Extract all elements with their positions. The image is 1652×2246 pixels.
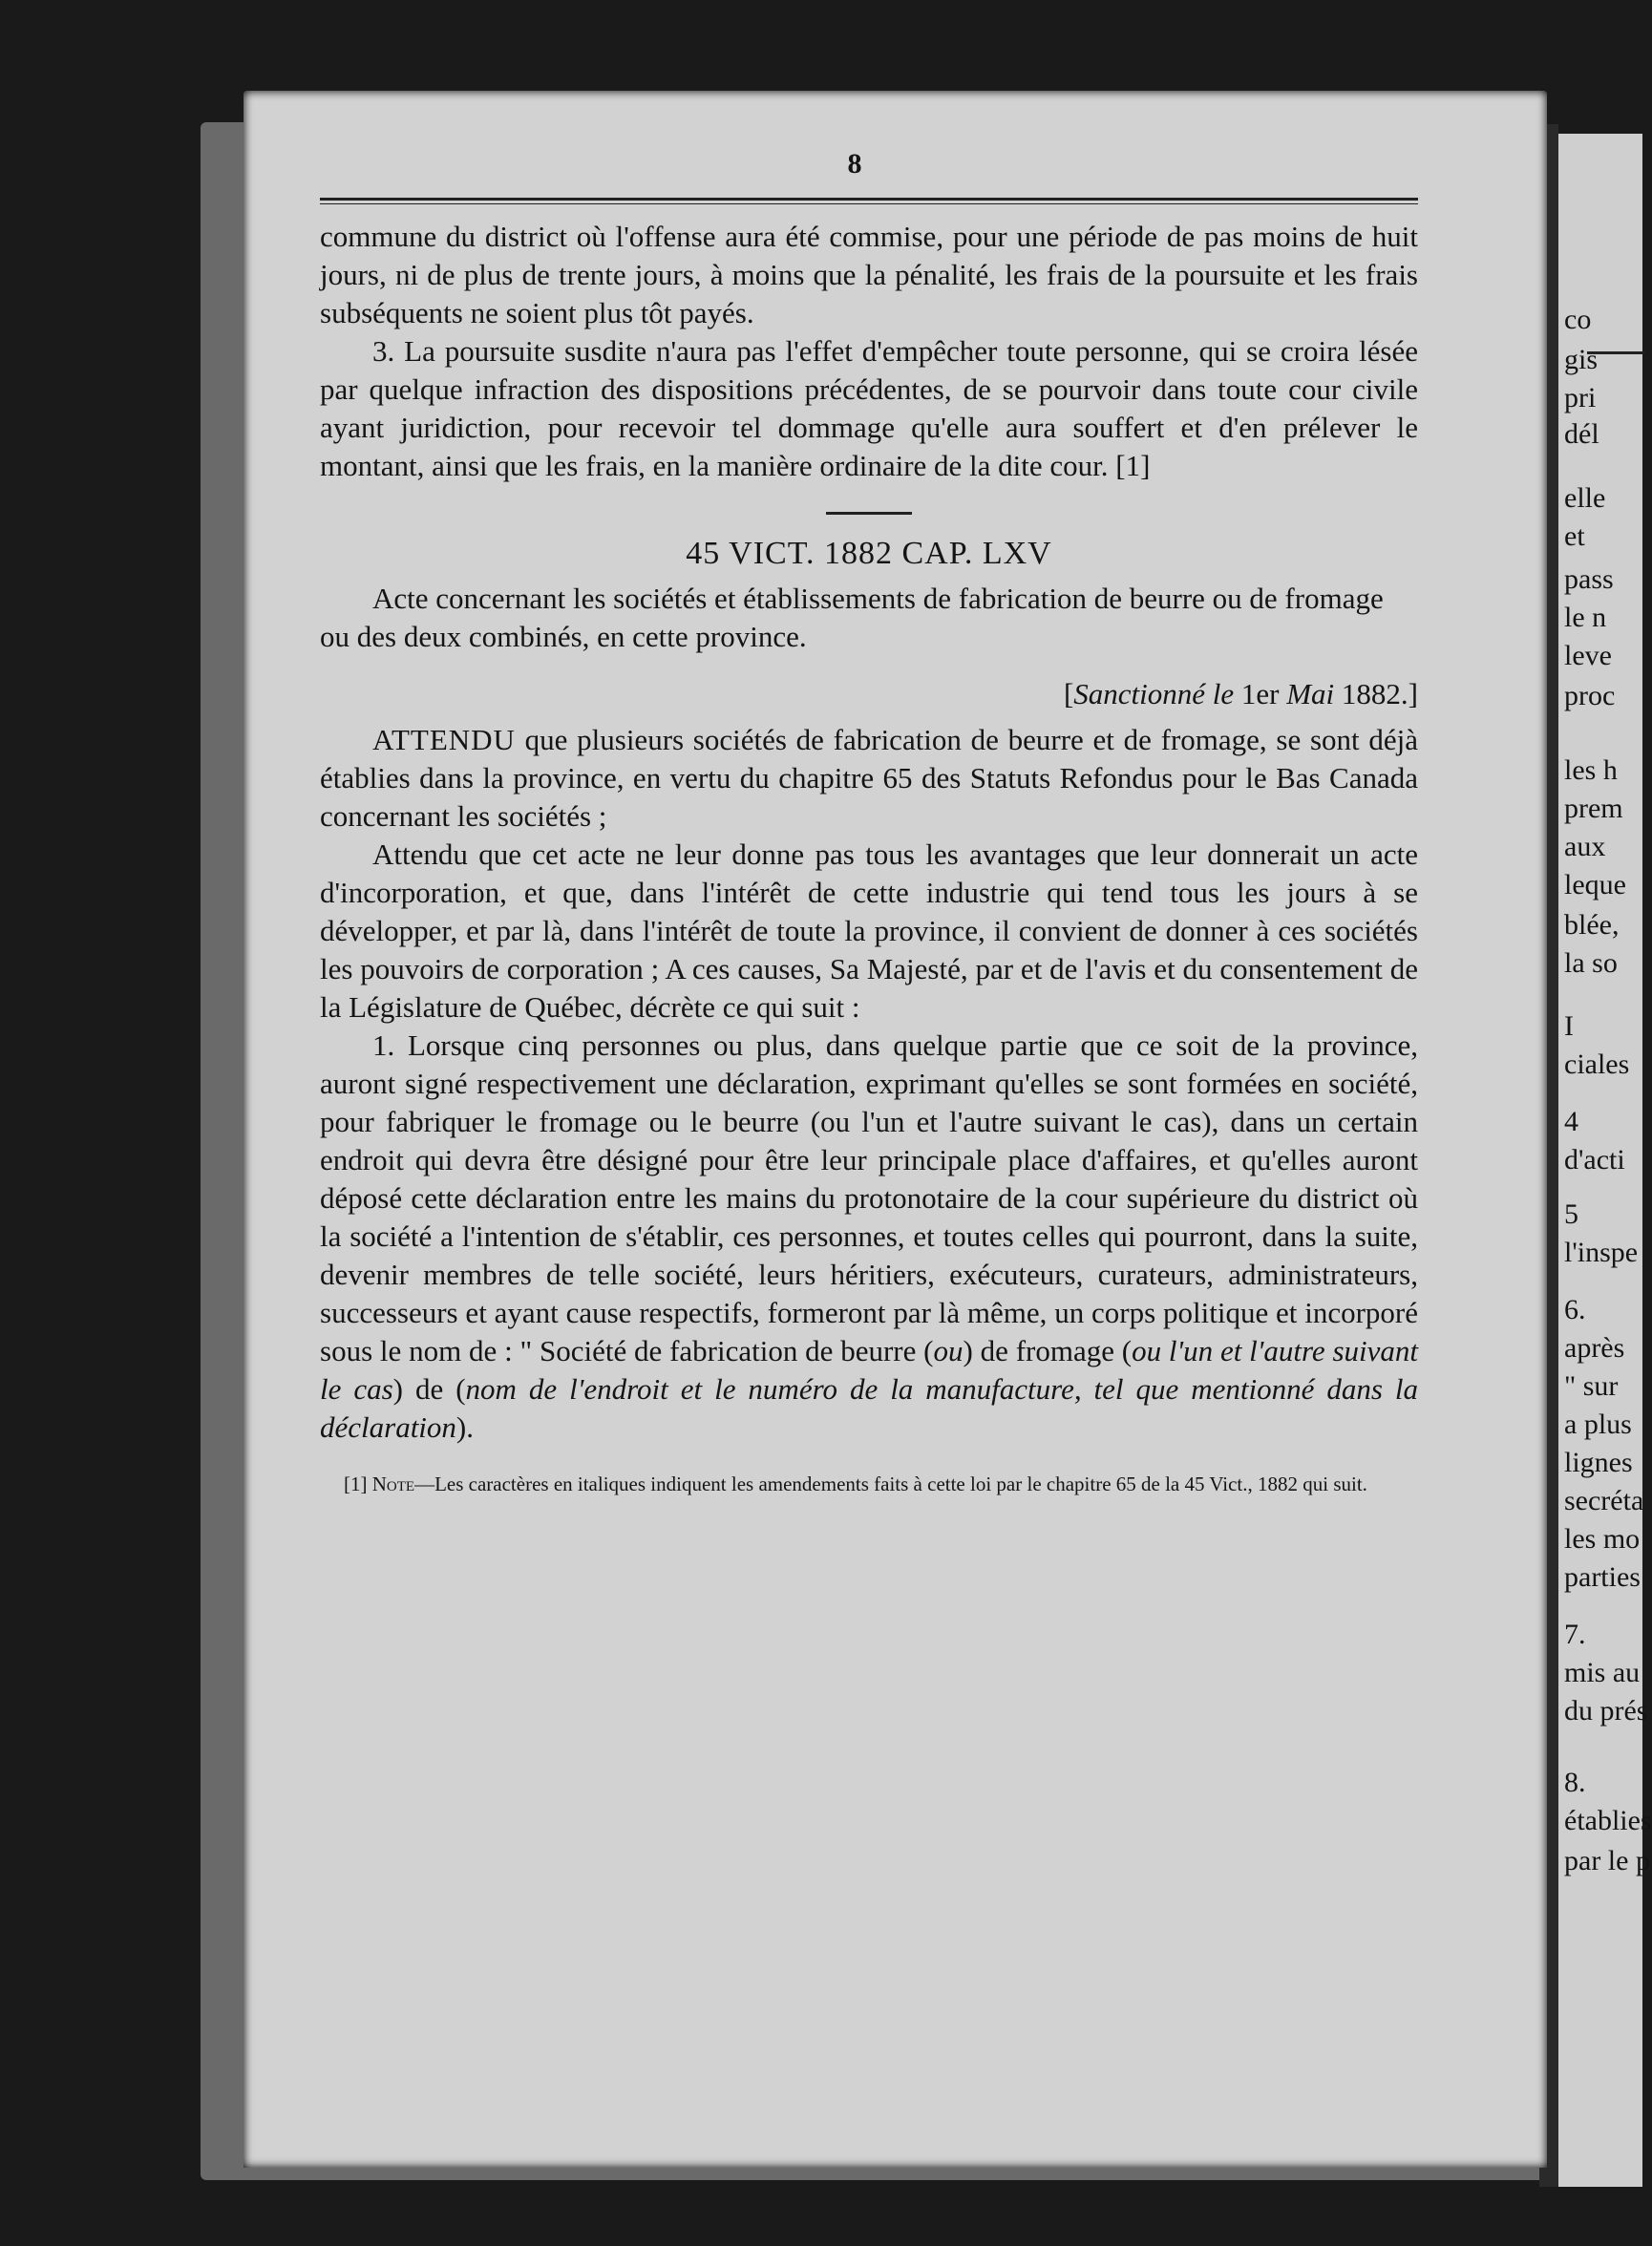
section-1-italic-a: ou l'un et l'autre suivant le cas [320,1334,1418,1406]
adjacent-fragment: 7. [1564,1619,1586,1650]
adjacent-fragment: proc [1564,680,1616,711]
section-1-ou: ou [933,1334,964,1367]
adjacent-fragment: 8. [1564,1767,1586,1798]
adjacent-fragment: mis au [1564,1657,1641,1688]
section-1-mid2: ) de ( [392,1372,466,1406]
adjacent-fragment: " sur [1564,1370,1619,1402]
adjacent-fragment: secréta [1564,1485,1644,1516]
section-1-main: 1. Lorsque cinq personnes ou plus, dans quelque partie que ce soit de la province, auront signé respectivement une déclaration, exprimant qu'elles se sont formées en société, pour fabriquer le fromage ou le beurre (ou l'un et l'autre suivant le cas), dans un certain endroit qui devra être désigné pour être leur principale place d'affaires, et qu'elles auront déposé cette déclaration entre les mains du protonotaire de la cour supérieure du district où la société a l'intention de s'établir, ces personnes, et toutes celles qui pourront, dans la suite, devenir membres de telle société, leurs héritiers, exécuteurs, curateurs, administrateurs, successeurs et ayant cause respectifs, formeront par là même, un corps politique et incorporé sous le nom de : " Société de fabrication de beurre ( [320,1028,1418,1367]
adjacent-fragment: a plus [1564,1409,1632,1440]
sanction-mid: 1er [1234,677,1287,710]
adjacent-fragment: 5 [1564,1198,1578,1230]
adjacent-fragment: pass [1564,563,1614,595]
act-title: 45 VICT. 1882 CAP. LXV [686,536,1052,571]
adjacent-fragment: parties [1564,1561,1641,1593]
page-number: 8 [847,148,862,180]
adjacent-fragment: I [1564,1010,1574,1042]
footnote-note-label: Note [371,1473,415,1495]
header-rule [320,198,1418,204]
sanction-suffix: 1882.] [1334,677,1418,710]
adjacent-fragment: blée, [1564,909,1620,941]
adjacent-fragment: du prés [1564,1695,1648,1727]
adjacent-fragment: leque [1564,869,1626,901]
adjacent-fragment: leve [1564,640,1612,671]
adjacent-fragment: dél [1564,418,1599,450]
adjacent-fragment: 6. [1564,1294,1586,1325]
section-1-italic-b: nom de l'endroit et le numéro de la manufacture, tel que mentionné dans la déclaration [320,1372,1418,1444]
adjacent-fragment: après [1564,1332,1625,1364]
adjacent-fragment: prem [1564,793,1623,824]
adjacent-fragment: ciales [1564,1049,1630,1080]
section-1-mid: ) de fromage ( [963,1334,1133,1367]
page-content [320,148,1418,1516]
paragraph-attendu-2: Attendu que cet acte ne leur donne pas tous les avantages que leur donnerait un acte d'incorporation, et que, dans l'intérêt de cette industrie qui tend tous les jours à se développer, et par là, dans l'intérêt de toute la province, il convient de donner à ces sociétés les pouvoirs de corporation ; A ces causes, Sa Majesté, par et de l'avis et du consentement de la Législature de Québec, décrète ce qui suit : [320,837,1418,1024]
adjacent-fragment: 4 [1564,1106,1578,1137]
adjacent-fragment: les mo [1564,1523,1641,1555]
adjacent-fragment: par le p [1564,1845,1650,1876]
adjacent-fragment: les h [1564,754,1618,786]
document-page [244,91,1547,2168]
preamble-text: que plusieurs sociétés de fabrication de beurre et de fromage, se sont déjà établies dans la province, en vertu du chapitre 65 des Statuts Refondus pour le Bas Canada concernant les sociétés ; [320,723,1418,833]
adjacent-fragment: l'inspe [1564,1237,1639,1268]
adjacent-fragment: la so [1564,947,1618,979]
sanction-line [320,677,1418,711]
adjacent-fragment: aux [1564,831,1606,862]
adjacent-fragment: lignes [1564,1447,1633,1478]
adjacent-fragment: établies [1564,1805,1652,1836]
preamble-lead-word: ATTENDU [372,723,516,756]
footnote-number: [1] [344,1473,372,1495]
act-description: Acte concernant les sociétés et établissements de fabrication de beurre ou de fromage ou des deux combinés, en cette province. [320,582,1384,653]
adjacent-fragment: pri [1564,382,1597,413]
adjacent-fragment: d'acti [1564,1144,1625,1176]
adjacent-fragment: et [1564,520,1585,552]
paragraph-continued: commune du district où l'offense aura été commise, pour une période de pas moins de huit jours, ni de plus de trente jours, à moins que la pénalité, les frais de la poursuite et les frais subséquents ne soient plus tôt payés. [320,220,1418,329]
adjacent-fragment: co [1564,304,1592,335]
adjacent-fragment: le n [1564,602,1607,633]
section-1-end: ). [455,1410,474,1444]
paragraph-section-1 [320,1027,1418,1447]
sanction-italic-2: Mai [1286,677,1335,710]
footnote [320,1472,1418,1496]
paragraph-section-3: 3. La poursuite susdite n'aura pas l'effet d'empêcher toute personne, qui se croira lésée par quelque infraction des dispositions précédentes, de se pourvoir dans toute cour civile ayant juridiction, pour recevoir tel dommage qu'elle aura souffert et d'en prélever le montant, ainsi que les frais, en la manière ordinaire de la dite cour. [1] [320,334,1418,482]
preamble-paragraph [320,721,1418,836]
adjacent-fragment: gis [1564,344,1599,375]
sanction-prefix: [ [1063,677,1074,710]
adjacent-fragment: elle [1564,482,1606,514]
sanction-italic-1: Sanctionné le [1073,677,1235,710]
footnote-text: —Les caractères en italiques indiquent les amendements faits à cette loi par le chapitre 65 de la 45 Vict., 1882 qui suit. [414,1473,1367,1495]
adjacent-page-fragment [1558,134,1652,2187]
section-divider [826,512,912,515]
